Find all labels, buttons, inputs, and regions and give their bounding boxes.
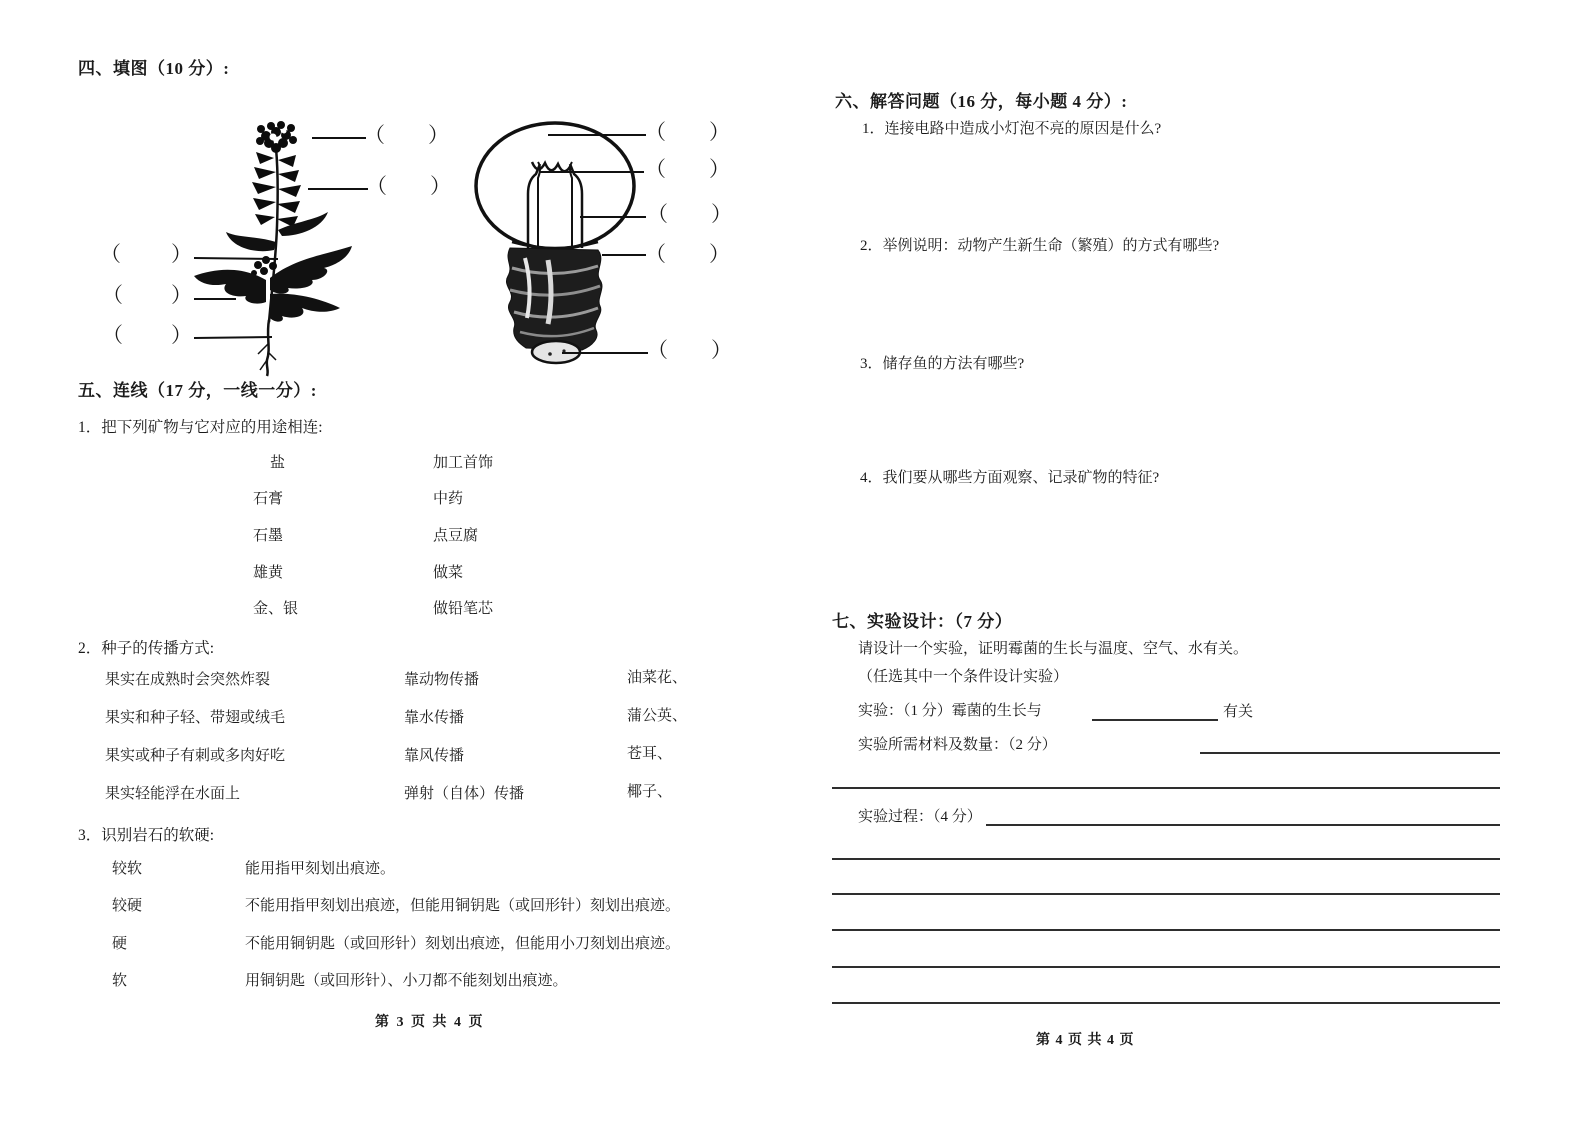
answer-blank [645, 159, 730, 180]
seed-plant: 蒲公英、 [627, 708, 688, 724]
seed-desc: 果实和种子轻、带翅或绒毛 [105, 710, 286, 726]
seed-method: 弹射（自体）传播 [404, 786, 525, 802]
criteria-item: 不能用铜钥匙（或回形针）刻划出痕迹，但能用小刀刻划出痕迹。 [245, 936, 681, 952]
q3-label: 3．识别岩石的软硬: [78, 827, 215, 844]
paren-open: （ [647, 338, 668, 362]
paren-close: ） [711, 338, 732, 362]
fill-line [832, 893, 1500, 895]
criteria-item: 不能用指甲刻划出痕迹，但能用铜钥匙（或回形针）刻划出痕迹。 [245, 898, 681, 914]
section7-note: （任选其中一个条件设计实验） [858, 669, 1069, 685]
section7-intro: 请设计一个实验，证明霉菌的生长与温度、空气、水有关。 [858, 641, 1249, 657]
answer-blank [366, 176, 451, 197]
seed-plant: 椰子、 [627, 784, 673, 800]
bulb-illustration [476, 123, 634, 363]
experiment-prefix: 实验：（1 分）霉菌的生长与 [858, 703, 1042, 719]
page3-footer: 第 3 页 共 4 页 [375, 1015, 485, 1030]
fill-line [1200, 752, 1500, 754]
paren-close: ） [709, 157, 730, 181]
paren-close: ） [430, 174, 451, 198]
criteria-item: 能用指甲刻划出痕迹。 [245, 861, 396, 877]
page4-footer: 第 4 页 共 4 页 [1036, 1033, 1135, 1048]
paren-open: （ [647, 202, 668, 226]
answer-blank [647, 204, 732, 225]
mineral-item: 雄黄 [253, 565, 284, 581]
use-item: 中药 [433, 491, 464, 507]
section5-title: 五、连线（17 分，一线一分）: [78, 381, 317, 400]
mineral-item: 盐 [270, 455, 286, 471]
mineral-item: 石膏 [253, 491, 284, 507]
seed-desc: 果实轻能浮在水面上 [105, 786, 241, 802]
section6-title: 六、解答问题（16 分，每小题 4 分）: [835, 92, 1128, 111]
use-item: 做菜 [433, 565, 464, 581]
paren-close: ） [428, 123, 449, 147]
fill-line [1092, 719, 1218, 721]
question-item: 1．连接电路中造成小灯泡不亮的原因是什么? [862, 121, 1162, 137]
criteria-item: 用铜钥匙（或回形针）、小刀都不能刻划出痕迹。 [245, 973, 568, 989]
mineral-item: 金、银 [253, 601, 299, 617]
process-label: 实验过程：（4 分） [858, 809, 982, 825]
seed-desc: 果实在成熟时会突然炸裂 [105, 672, 271, 688]
answer-blank [100, 244, 192, 265]
fill-line [832, 787, 1500, 789]
paren-open: （ [364, 123, 385, 147]
paren-close: ） [171, 283, 192, 307]
answer-blank [647, 340, 732, 361]
fill-line [832, 858, 1500, 860]
question-item: 3．储存鱼的方法有哪些? [860, 356, 1025, 372]
paren-close: ） [711, 202, 732, 226]
use-item: 点豆腐 [433, 528, 479, 544]
hardness-item: 较硬 [112, 898, 143, 914]
use-item: 加工首饰 [433, 455, 494, 471]
paren-close: ） [171, 323, 192, 347]
use-item: 做铅笔芯 [433, 601, 494, 617]
paren-open: （ [100, 242, 121, 266]
paren-close: ） [709, 242, 730, 266]
answer-blank [102, 325, 192, 346]
paren-open: （ [102, 283, 123, 307]
paren-open: （ [645, 157, 666, 181]
hardness-item: 软 [112, 973, 128, 989]
paren-open: （ [366, 174, 387, 198]
paren-close: ） [709, 120, 730, 144]
q2-label: 2．种子的传播方式: [78, 640, 215, 657]
answer-blank [645, 122, 730, 143]
answer-blank [102, 285, 192, 306]
paren-close: ） [171, 242, 192, 266]
fill-line [986, 824, 1500, 826]
question-item: 4．我们要从哪些方面观察、记录矿物的特征? [860, 470, 1160, 486]
hardness-item: 较软 [112, 861, 143, 877]
hardness-item: 硬 [112, 936, 128, 952]
paren-open: （ [645, 242, 666, 266]
paren-open: （ [645, 120, 666, 144]
answer-blank [645, 244, 730, 265]
seed-method: 靠风传播 [404, 748, 465, 764]
experiment-suffix: 有关 [1223, 704, 1254, 720]
mineral-item: 石墨 [253, 528, 284, 544]
section4-title: 四、填图（10 分）: [78, 59, 230, 78]
materials-label: 实验所需材料及数量：（2 分） [858, 737, 1057, 753]
seed-desc: 果实或种子有刺或多肉好吃 [105, 748, 286, 764]
question-item: 2．举例说明：动物产生新生命（繁殖）的方式有哪些? [860, 238, 1220, 254]
answer-blank [364, 125, 449, 146]
seed-plant: 油菜花、 [627, 670, 688, 686]
fill-line [832, 966, 1500, 968]
fill-line [832, 1002, 1500, 1004]
seed-method: 靠水传播 [404, 710, 465, 726]
paren-open: （ [102, 323, 123, 347]
seed-plant: 苍耳、 [627, 746, 673, 762]
q1-label: 1．把下列矿物与它对应的用途相连: [78, 419, 323, 436]
fill-line [832, 929, 1500, 931]
seed-method: 靠动物传播 [404, 672, 480, 688]
section7-title: 七、实验设计：（7 分） [832, 612, 1013, 631]
